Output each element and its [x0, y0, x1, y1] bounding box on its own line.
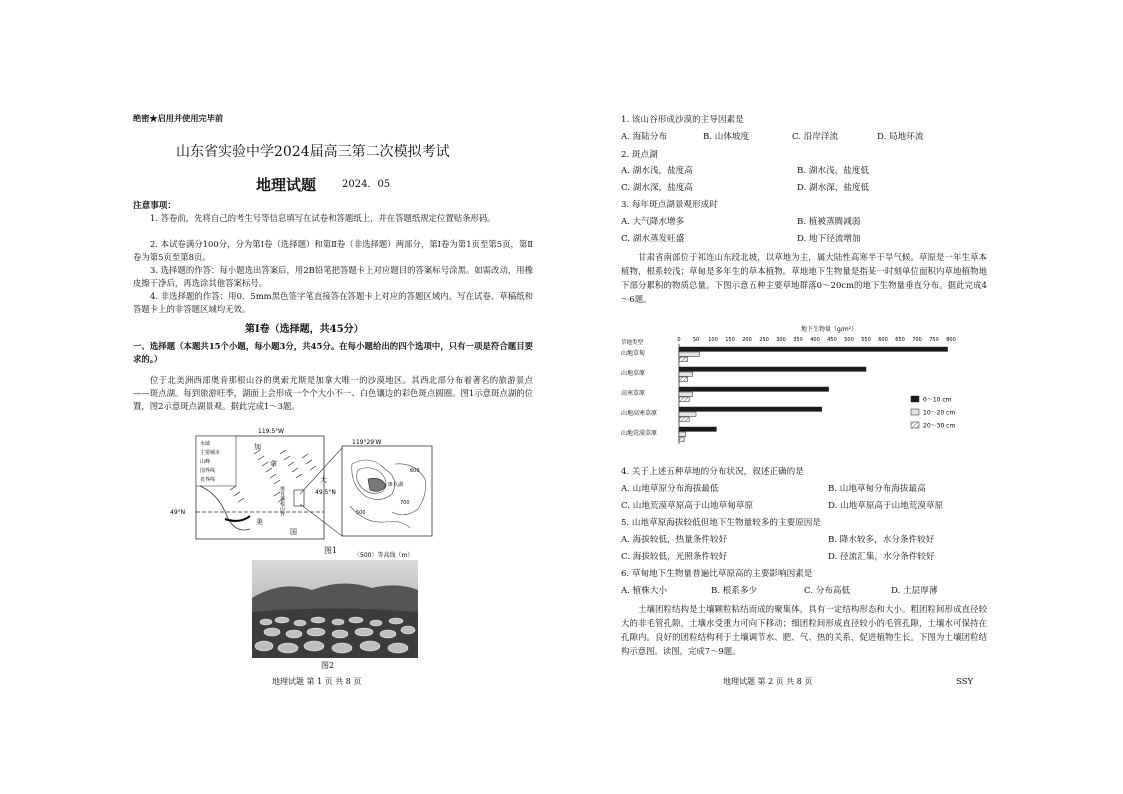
- q4-option-b: B. 山地草甸分布海拔最高: [828, 484, 926, 494]
- q2-option-c: C. 湖水深，盐度高: [621, 183, 693, 193]
- lat-label-1: 49°N: [170, 509, 186, 516]
- x-tick-label: 400: [810, 337, 820, 343]
- x-tick-label: 750: [929, 337, 939, 343]
- map-label-canada-1: 加: [254, 443, 261, 451]
- contour-label-600: 600: [410, 468, 420, 474]
- legend-label-2: 20～30 cm: [923, 422, 956, 430]
- q4-option-c: C. 山地荒漠草原高于山地草甸草原: [621, 501, 754, 511]
- map-label-canada-3: 大: [320, 476, 327, 484]
- q2-option-d: D. 湖水深，盐度低: [797, 183, 870, 193]
- legend-label-0: 0～10 cm: [923, 396, 952, 404]
- passage-1: 位于北美洲西部奥肯那根山谷的奥索尤斯是加拿大唯一的沙漠地区。其西北部分布着著名的旅游景点——斑点湖。每到旅游旺季，湖面上会形成一个个大小不一、白色镶边的彩色斑点圆圈。图1示意斑点湖的位置，图2示意斑点湖景观。据此完成1～3题。: [133, 375, 533, 411]
- q1-option-b: B. 山体坡度: [703, 132, 750, 142]
- category-label: 山地草原: [621, 370, 646, 377]
- section-intro: 一、选择题（本题共15个小题，每小题3分，共45分。在每小题给出的四个选项中，只有一项是符合题目要求的。）: [133, 341, 533, 364]
- q4-option-d: D. 山地草原高于山地荒漠草原: [828, 501, 944, 511]
- legend-swatch-2: [911, 422, 919, 428]
- q6-option-d: D. 土层厚薄: [891, 586, 938, 596]
- q2-option-a: A. 湖水浅，盐度高: [621, 166, 693, 176]
- bar-4-0: [679, 427, 716, 431]
- q4-stem: 4. 关于上述五种草地的分布状况，叙述正确的是: [621, 467, 804, 477]
- legend-item-peak: 山峰: [200, 459, 211, 465]
- q1-option-a: A. 海陆分布: [621, 132, 668, 142]
- chart-title: 地下生物量（g/m²）: [801, 326, 858, 333]
- map-label-spotted-lake: 斑点湖: [388, 482, 404, 488]
- x-tick-label: 700: [912, 337, 922, 343]
- legend-item-city: 主要城市: [200, 450, 221, 456]
- page-right: [561, 0, 1122, 794]
- x-tick-label: 600: [878, 337, 888, 343]
- x-tick-label: 500: [844, 337, 854, 343]
- x-tick-label: 250: [759, 337, 769, 343]
- exam-title: 山东省实验中学2024届高三第二次模拟考试: [176, 144, 450, 160]
- secret-label: 绝密★启用并使用完毕前: [133, 113, 224, 123]
- q5-option-b: B. 降水较多，水分条件较好: [828, 535, 935, 545]
- bar-2-2: [679, 397, 689, 401]
- bar-3-1: [679, 412, 696, 416]
- x-tick-label: 300: [776, 337, 786, 343]
- notice-1: 1. 答卷前，先将自己的考生号等信息填写在试卷和答题纸上，并在答题纸规定位置贴条形码。: [150, 213, 496, 223]
- lon-label-1: 119.5°W: [258, 428, 285, 435]
- q3-stem: 3. 每年斑点湖景观形成时: [621, 200, 718, 210]
- map-frame-inset: [342, 446, 432, 536]
- subject-title: 地理试题: [256, 176, 317, 194]
- legend-swatch-0: [911, 396, 919, 402]
- notice-2: 2. 本试卷满分100分，分为第Ⅰ卷（选择题）和第Ⅱ卷（非选择题）两部分，第Ⅰ卷为第1页至第5页，第Ⅱ卷为第5页至第8页。: [133, 239, 533, 262]
- q3-option-d: D. 地下径流增加: [797, 234, 861, 244]
- contour-label-700: 700: [400, 500, 410, 506]
- x-tick-label: 100: [708, 337, 718, 343]
- figure-2-photo: [252, 560, 418, 658]
- figure-1-map: [170, 424, 470, 559]
- q6-stem: 6. 草甸地下生物量普遍比草原高的主要影响因素是: [621, 569, 813, 579]
- legend-item-province: 省界线: [200, 477, 216, 483]
- notice-title: 注意事项：: [133, 201, 176, 211]
- figure-2-caption: 图2: [321, 661, 335, 670]
- bar-1-2: [679, 377, 688, 381]
- q2-stem: 2. 斑点湖: [621, 150, 658, 160]
- map-label-valley: 奥肯那根山谷: [279, 486, 285, 516]
- chart-ylabel: 草地类型: [621, 340, 644, 346]
- notice-3: 3. 选择题的作答：每小题选出答案后，用2B铅笔把答题卡上对应题目的答案标号涂黑。如需改动，用橡皮擦干净后，再选涂其他答案标号。: [133, 265, 533, 288]
- x-tick-label: 200: [742, 337, 752, 343]
- bar-0-0: [679, 347, 948, 351]
- q6-option-a: A. 植株大小: [621, 586, 668, 596]
- figure-1-caption: 图1: [324, 546, 338, 555]
- notice-4: 4. 非选择题的作答：用0．5mm黑色签字笔直接答在答题卡上对应的答题区域内。写在试卷、草稿纸和答题卡上的非答题区域均无效。: [133, 291, 533, 314]
- category-label: 山地草甸: [621, 350, 646, 357]
- legend-item-border: 国界线: [200, 468, 216, 474]
- bar-0-1: [679, 352, 699, 356]
- contour-legend: 〈500〉等高线（m）: [354, 552, 414, 559]
- bar-2-0: [679, 387, 829, 391]
- bar-3-2: [679, 417, 689, 421]
- q5-option-d: D. 径流汇集，水分条件较好: [828, 552, 935, 562]
- bar-4-2: [679, 437, 684, 441]
- x-tick-label: 450: [827, 337, 837, 343]
- map-label-usa-2: 国: [290, 528, 297, 536]
- legend-swatch-1: [911, 409, 919, 415]
- x-tick-label: 50: [692, 337, 700, 343]
- bar-4-1: [679, 432, 686, 436]
- bar-1-1: [679, 372, 693, 376]
- passage-2: 甘肃省南部位于祁连山东段北坡，以草地为主，属大陆性高寒半干旱气候。草原是一年生草本植物，根系较浅；草甸是多年生的草本植物。草地地下生物量是指某一时刻单位面积内草地植物地下部分累积的物质总量。下图示意五种主要草地群落0～20cm的地下生物量垂直分布。据此完成4～6题。: [621, 252, 987, 304]
- map-label-canada-2: 拿: [270, 460, 277, 468]
- q4-option-a: A. 山地草原分布海拔最低: [621, 484, 719, 494]
- section-title: 第Ⅰ卷（选择题，共45分）: [245, 324, 364, 335]
- q2-option-b: B. 湖水浅，盐度低: [797, 166, 869, 176]
- exam-date: 2024．05: [342, 179, 391, 190]
- bar-3-0: [679, 407, 822, 411]
- x-tick-label: 150: [725, 337, 735, 343]
- passage-3: 土壤团粒结构是土壤颗粒粘结而成的聚集体，具有一定结构形态和大小。粗团粒间形成直径较大的非毛管孔隙，土壤水受重力可向下移动；细团粒间形成直径较小的毛管孔隙，土壤水可保持在孔隙内。良好的团粒结构利于土壤调节水、肥、气、热的关系，促进植物生长。下图为土壤团粒结构示意图。读图，完成7～9题。: [621, 604, 987, 656]
- category-label: 山地高寒草原: [621, 410, 658, 417]
- category-label: 山地荒漠草原: [621, 430, 658, 437]
- q5-option-a: A. 海拔较低，热量条件较好: [621, 535, 728, 545]
- x-tick-label: 350: [793, 337, 803, 343]
- footer-mark: SSY: [956, 677, 974, 687]
- bar-1-0: [679, 367, 866, 371]
- bar-0-2: [679, 357, 688, 361]
- q3-option-b: B. 植被蒸腾减弱: [797, 217, 861, 227]
- q5-option-c: C. 海拔较低，光照条件较好: [621, 552, 728, 562]
- q3-option-c: C. 湖水蒸发旺盛: [621, 234, 685, 244]
- page-left: [0, 0, 561, 794]
- legend-item-water: 水域: [200, 441, 211, 447]
- footer-right: 地理试题 第 2 页 共 8 页: [723, 677, 813, 686]
- x-tick-label: 550: [861, 337, 871, 343]
- q6-option-b: B. 根系多少: [711, 586, 758, 596]
- bar-2-1: [679, 392, 693, 396]
- q5-stem: 5. 山地草原海拔较低但地下生物量较多的主要原因是: [621, 518, 821, 528]
- q1-option-c: C. 沿岸洋流: [792, 132, 839, 142]
- q6-option-c: C. 分布高低: [804, 586, 851, 596]
- x-tick-label: 800: [946, 337, 956, 343]
- x-tick-label: 0: [677, 337, 681, 343]
- lon-label-2: 119°29′W: [352, 439, 382, 446]
- q1-stem: 1. 该山谷形成沙漠的主导因素是: [621, 115, 744, 125]
- map-label-usa-1: 美: [256, 518, 263, 526]
- q1-option-d: D. 局地环流: [877, 132, 924, 142]
- x-tick-label: 650: [895, 337, 905, 343]
- category-label: 高寒草原: [621, 390, 646, 397]
- footer-left: 地理试题 第 1 页 共 8 页: [272, 677, 362, 686]
- lat-label-2: 49.5°N: [315, 489, 336, 496]
- legend-label-1: 10～20 cm: [923, 409, 956, 417]
- q3-option-a: A. 大气降水增多: [621, 217, 685, 227]
- contour-label-500: 500: [356, 510, 366, 516]
- biomass-bar-chart: [621, 324, 1001, 454]
